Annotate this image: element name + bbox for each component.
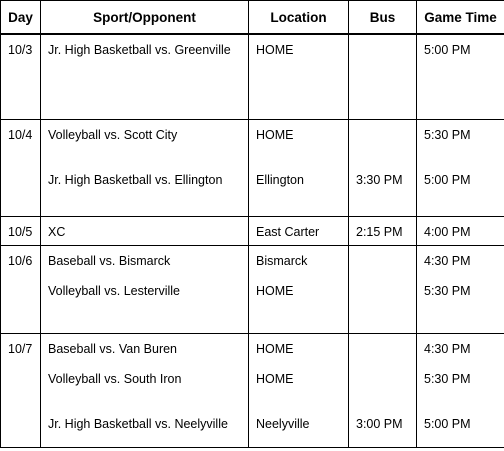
game-time-text: 4:00 PM	[424, 225, 471, 239]
day-text: 10/6	[8, 254, 33, 268]
header-sport-opponent: Sport/Opponent	[41, 1, 249, 35]
bus-time-text	[356, 254, 416, 269]
bus-cell	[349, 246, 417, 334]
sport-cell	[41, 120, 249, 217]
bus-time-text: 3:00 PM	[356, 417, 403, 431]
bus-time-text: 3:30 PM	[356, 173, 403, 187]
day-cell	[1, 217, 41, 246]
game-time-text: 4:30 PM	[424, 254, 471, 268]
location-cell	[249, 246, 349, 334]
sport-opponent-text: Volleyball vs. South Iron	[48, 372, 182, 386]
bus-time-text	[356, 128, 416, 143]
bus-time-text	[356, 43, 416, 58]
location-cell	[249, 334, 349, 448]
game-time-cell	[417, 246, 504, 334]
sport-opponent-text: Baseball vs. Van Buren	[48, 342, 178, 356]
header-row	[1, 1, 504, 35]
game-time-text: 4:30 PM	[424, 342, 471, 356]
location-text: HOME	[256, 342, 294, 356]
sport-opponent-text: Volleyball vs. Scott City	[48, 128, 178, 142]
header-day: Day	[1, 1, 41, 35]
sport-cell	[41, 217, 249, 246]
sport-opponent-text: Jr. High Basketball vs. Ellington	[48, 173, 223, 187]
location-text: Neelyville	[256, 417, 310, 431]
location-text: East Carter	[256, 225, 320, 239]
header-location: Location	[249, 1, 349, 35]
game-time-text: 5:30 PM	[424, 372, 471, 386]
header-game-time: Game Time	[417, 1, 504, 35]
location-text: HOME	[256, 372, 294, 386]
location-cell	[249, 34, 349, 120]
sport-cell	[41, 334, 249, 448]
schedule-row	[1, 120, 504, 217]
bus-time-text	[356, 342, 416, 357]
location-text: HOME	[256, 284, 294, 298]
bus-cell	[349, 120, 417, 217]
sport-cell	[41, 246, 249, 334]
game-time-cell	[417, 34, 504, 120]
location-text: Bismarck	[256, 254, 308, 268]
day-cell	[1, 120, 41, 217]
location-text: HOME	[256, 128, 294, 142]
game-time-text: 5:00 PM	[424, 417, 471, 431]
sport-opponent-text: Jr. High Basketball vs. Greenville	[48, 43, 231, 57]
header-bus: Bus	[349, 1, 417, 35]
day-text: 10/5	[8, 225, 33, 239]
day-cell	[1, 334, 41, 448]
game-time-text: 5:30 PM	[424, 284, 471, 298]
bus-time-text: 2:15 PM	[356, 225, 403, 239]
bus-cell	[349, 334, 417, 448]
game-time-cell	[417, 120, 504, 217]
sport-opponent-text: XC	[48, 225, 66, 239]
day-text: 10/4	[8, 128, 33, 142]
day-cell	[1, 246, 41, 334]
bus-time-text	[356, 372, 416, 387]
game-time-text: 5:30 PM	[424, 128, 471, 142]
location-text: Ellington	[256, 173, 304, 187]
location-text: HOME	[256, 43, 294, 57]
schedule-row	[1, 34, 504, 120]
sport-cell	[41, 34, 249, 120]
game-time-text: 5:00 PM	[424, 43, 471, 57]
schedule-row	[1, 217, 504, 246]
bus-cell	[349, 217, 417, 246]
game-time-cell	[417, 334, 504, 448]
sport-opponent-text: Volleyball vs. Lesterville	[48, 284, 181, 298]
day-text: 10/3	[8, 43, 33, 57]
day-text: 10/7	[8, 342, 33, 356]
game-time-cell	[417, 217, 504, 246]
sport-opponent-text: Baseball vs. Bismarck	[48, 254, 171, 268]
schedule-body	[1, 34, 504, 448]
sport-opponent-text: Jr. High Basketball vs. Neelyville	[48, 417, 228, 431]
day-cell	[1, 34, 41, 120]
schedule-row	[1, 246, 504, 334]
schedule-row	[1, 334, 504, 448]
game-time-text: 5:00 PM	[424, 173, 471, 187]
location-cell	[249, 217, 349, 246]
bus-time-text	[356, 284, 416, 299]
bus-cell	[349, 34, 417, 120]
location-cell	[249, 120, 349, 217]
